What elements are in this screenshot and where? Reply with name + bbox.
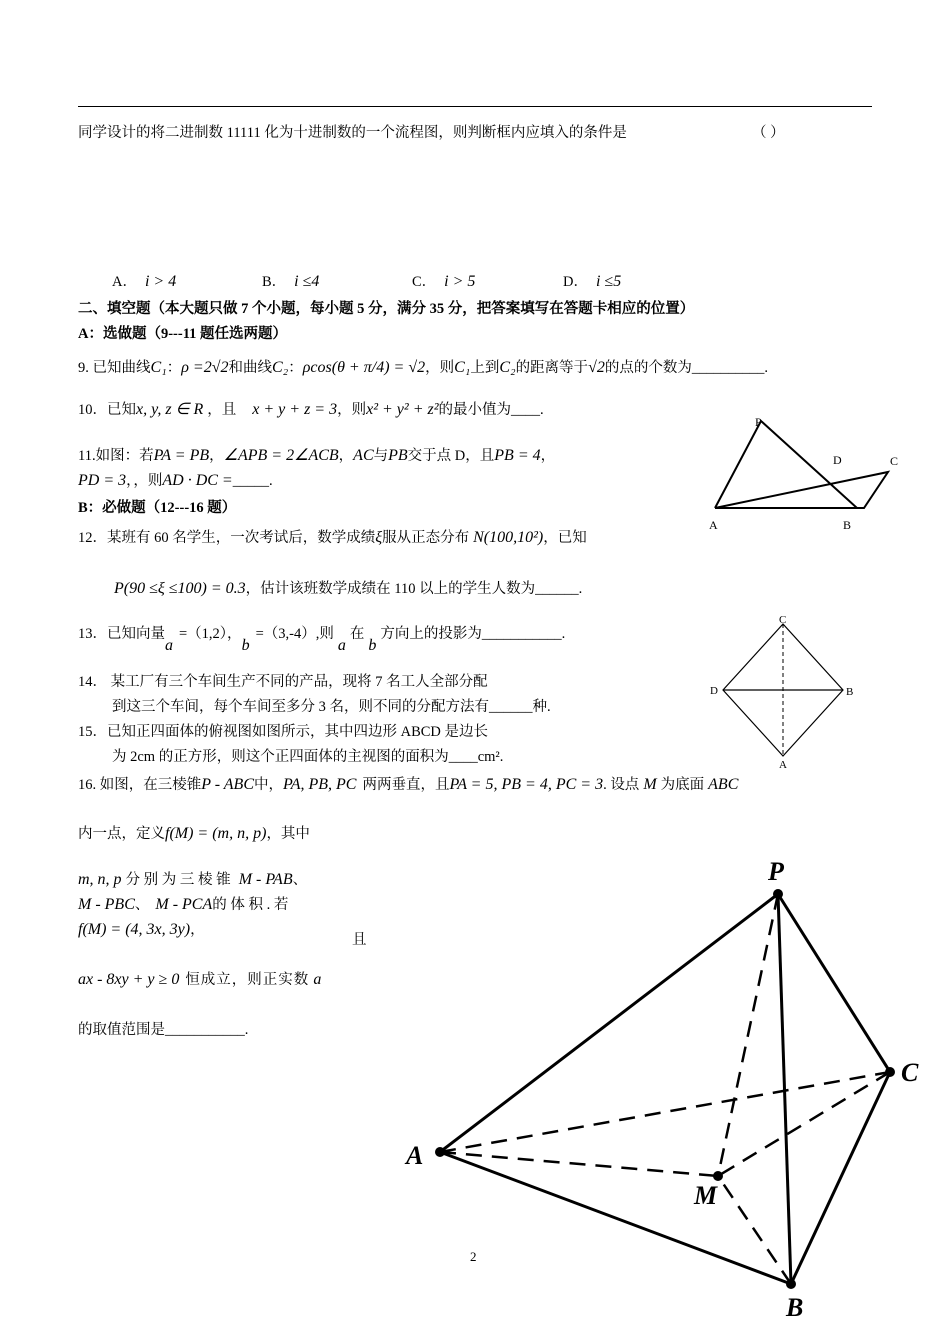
question-16-line5: f(M) = (4, 3x, 3y)，: [78, 921, 205, 938]
label-b: B: [846, 686, 854, 698]
point-b: [786, 1279, 796, 1289]
segment-am: [440, 1152, 718, 1176]
q8-answer-paren: （ ）: [752, 125, 785, 141]
question-16-line3: m, n, p 分 别 为 三 棱 锥 M - PAB、: [78, 871, 308, 888]
point-m: [713, 1171, 723, 1181]
question-11-line2: PD = 3，，则AD · DC =_____.: [78, 472, 273, 489]
edge-pc: [778, 894, 890, 1072]
question-16-line5-end: 且: [352, 932, 367, 948]
pyramid-figure: [400, 850, 940, 1330]
question-14-line1: 14． 某工厂有三个车间生产不同的产品，现将 7 名工人全部分配: [78, 674, 488, 690]
label-b: B: [786, 1293, 804, 1322]
q8-option-a: A． i > 4: [112, 273, 177, 290]
label-d: D: [833, 453, 842, 467]
label-p: P: [768, 857, 784, 886]
question-14-line2: 到这三个车间，每个车间至多分 3 名，则不同的分配方法有______种.: [112, 699, 551, 715]
label-a: A: [779, 759, 787, 771]
point-a: [435, 1147, 445, 1157]
label-a: A: [709, 518, 718, 532]
segment-bm: [718, 1176, 791, 1284]
q8-option-d: D． i ≤5: [563, 273, 622, 290]
question-10: 10．已知x, y, z ∈ R ，且 x + y + z = 3，则x² + y² + z²的最小值为____.: [78, 401, 544, 418]
header-rule: [78, 106, 872, 107]
page-number: 2: [470, 1249, 477, 1264]
section-title: 二、填空题（本大题只做 7 个小题，每小题 5 分，满分 35 分，把答案填写在答题卡相应的位置）: [78, 301, 695, 317]
question-16-line7: 的取值范围是___________.: [78, 1022, 249, 1038]
label-d: D: [710, 685, 718, 697]
part-b-heading: B：必做题（12---16 题）: [78, 500, 237, 516]
part-a-heading: A：选做题（9---11 题任选两题）: [78, 326, 288, 342]
label-m: M: [694, 1181, 718, 1210]
label-c: C: [901, 1058, 919, 1087]
question-15-line1: 15．已知正四面体的俯视图如图所示，其中四边形 ABCD 是边长: [78, 724, 489, 740]
question-12-line2: P(90 ≤ξ ≤100) = 0.3，估计该班数学成绩在 110 以上的学生人数为______.: [114, 580, 583, 597]
label-c: C: [890, 454, 899, 468]
question-16-line4: M - PBC、 M - PCA的 体 积 . 若: [78, 896, 289, 913]
point-p: [773, 889, 783, 899]
label-a: A: [406, 1141, 424, 1170]
label-c: C: [779, 614, 787, 626]
question-16-line1: 16. 如图，在三棱锥P - ABC中，PA, PB, PC 两两垂直，且PA = 5, PB = 4, PC = 3. 设点 M 为底面 ABC: [78, 776, 739, 793]
triangle-acb: [715, 472, 888, 508]
question-13: 13．已知向量a=（1,2），b=（3,-4）,则a在b方向上的投影为___________.: [78, 626, 566, 654]
q8-option-b: B． i ≤4: [262, 273, 320, 290]
question-15-line2: 为 2cm 的正方形，则这个正四面体的主视图的面积为____cm².: [112, 749, 504, 765]
label-p: P: [755, 415, 762, 429]
edge-bc: [791, 1072, 890, 1284]
question-9: 9. 已知曲线C₁：ρ =2√2和曲线C₂：ρcos(θ + π/4) = √2，则C₁上到C₂的距离等于√2的点的个数为__________.: [78, 359, 768, 376]
q8-option-c: C． i > 5: [412, 273, 476, 290]
square-figure: [705, 612, 865, 772]
point-c: [885, 1067, 895, 1077]
question-12-line1: 12．某班有 60 名学生，一次考试后，数学成绩ξ服从正态分布 N(100,10²)，已知: [78, 529, 587, 546]
edge-pa: [440, 894, 778, 1152]
segment-pm: [718, 894, 778, 1176]
question-16-line6: ax - 8xy + y ≥ 0 恒成立，则正实数 a: [78, 971, 322, 988]
label-b: B: [843, 518, 852, 532]
edge-ab: [440, 1152, 791, 1284]
q8-stem: 同学设计的将二进制数 11111 化为十进制数的一个流程图，则判断框内应填入的条件是: [78, 125, 627, 141]
triangle-figure: [700, 408, 915, 538]
edge-pb: [778, 894, 791, 1284]
question-11-line1: 11.如图：若PA = PB，∠APB = 2∠ACB，AC与PB交于点 D，且PB = 4，: [78, 447, 556, 464]
question-16-line2: 内一点，定义f(M) = (m, n, p)，其中: [78, 825, 310, 842]
